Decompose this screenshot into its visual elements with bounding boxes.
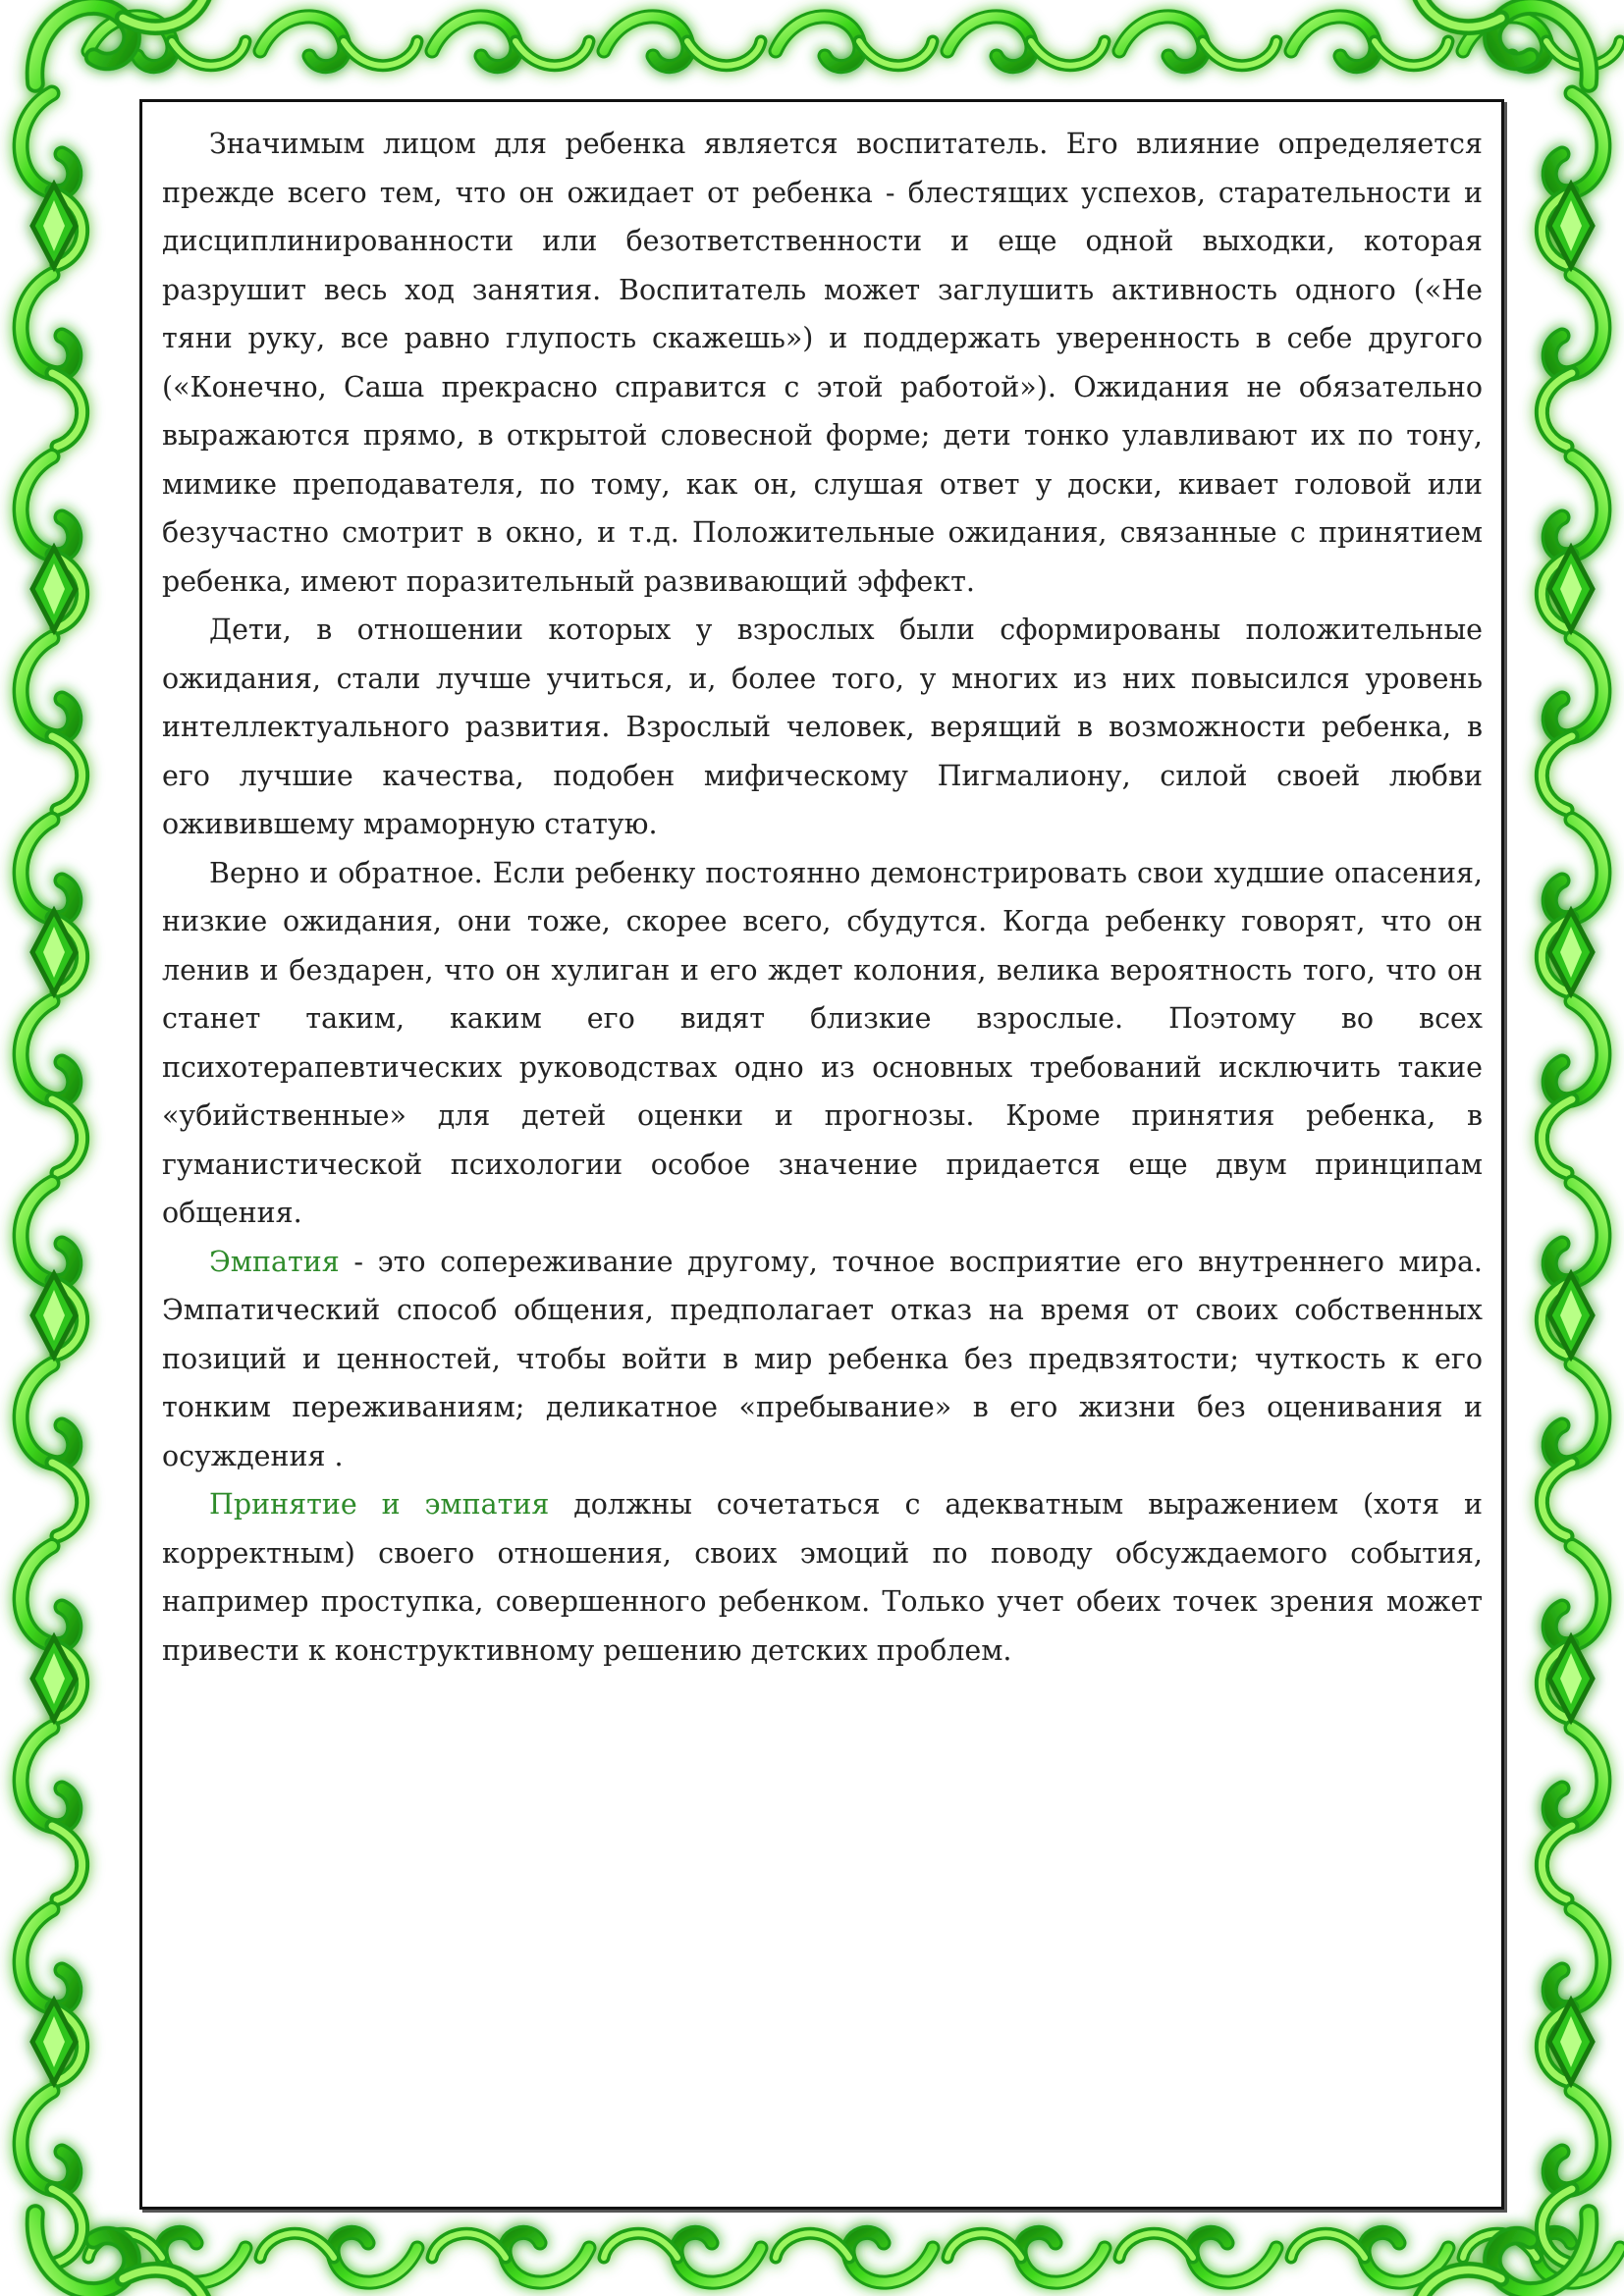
paragraph-4 xyxy=(162,1238,1483,1481)
empathy-term: Эмпатия xyxy=(209,1245,340,1278)
corner-ornament-top-right xyxy=(1402,0,1611,101)
paragraph-3 xyxy=(162,849,1483,1238)
scroll-ornament-left xyxy=(21,275,82,447)
scroll-ornament-top xyxy=(432,17,589,67)
scroll-ornament-bottom xyxy=(432,2232,589,2282)
scroll-ornament-bottom xyxy=(260,2232,417,2282)
corner-ornament-top-left xyxy=(13,0,222,101)
paragraph-3-text: Верно и обратное. Если ребенку постоянно демонстрировать свои худшие опасения, низкие ожидания, они тоже, скорее всего, сбудутся. Когда ребенку говорят, что он ленив и бездарен, что он хулиган и его ждет колония, велика вероятность того, что он станет таким, каким его видят близкие взрослые. Поэтому во всех психотерапевтических руководствах одно из основных требований исключить такие «убийственные» для детей оценки и прогнозы. Кроме принятия ребенка, в гуманистической психологии особое значение придается еще двум принципам общения. xyxy=(162,856,1483,1229)
acceptance-empathy-term: Принятие и эмпатия xyxy=(209,1488,550,1521)
scroll-ornament-bottom xyxy=(776,2232,933,2282)
scroll-ornament-bottom xyxy=(604,2232,761,2282)
scroll-ornament-bottom xyxy=(1291,2232,1448,2282)
scroll-ornament-top xyxy=(776,17,933,67)
scroll-ornament-right xyxy=(1542,638,1603,810)
paragraph-5 xyxy=(162,1480,1483,1675)
paragraph-2-text: Дети, в отношении которых у взрослых были сформированы положительные ожидания, стали лучше учиться, и, более того, у многих из них повысился уровень интеллектуального развития. Взрослый человек, верящий в возможности ребенка, в его лучшие качества, подобен мифическому Пигмалиону, силой своей любви оживившему мраморную статую. xyxy=(162,614,1483,840)
paragraph-4-text: - это сопереживание другому, точное восприятие его внутреннего мира. Эмпатический способ общения, предполагает отказ на время от своих собственных позиций и ценностей, чтобы войти в мир ребенка без предвзятости; чуткость к его тонким переживаниям; деликатное «пребывание» в его жизни без оценивания и осуждения . xyxy=(162,1245,1483,1472)
scroll-ornament-left xyxy=(21,638,82,810)
scroll-ornament-left xyxy=(21,1001,82,1173)
scroll-ornament-top xyxy=(1119,17,1276,67)
scroll-ornament-bottom xyxy=(1119,2232,1276,2282)
scroll-ornament-right xyxy=(1542,1001,1603,1173)
scroll-ornament-left xyxy=(21,1364,82,1536)
paragraph-5-text: должны сочетаться с адекватным выражением (хотя и корректным) своего отношения, своих эмоций по поводу обсуждаемого события, например проступка, совершенного ребенком. Только учет обеих точек зрения может привести к конструктивному решению детских проблем. xyxy=(162,1488,1483,1667)
scroll-ornament-top xyxy=(1291,17,1448,67)
body-text xyxy=(162,120,1483,1675)
scroll-ornament-left xyxy=(21,1728,82,1899)
paragraph-2 xyxy=(162,606,1483,849)
scroll-ornament-bottom xyxy=(947,2232,1105,2282)
scroll-ornament-top xyxy=(947,17,1105,67)
scroll-ornament-right xyxy=(1542,1728,1603,1899)
scroll-ornament-right xyxy=(1542,1364,1603,1536)
scroll-ornament-right xyxy=(1542,275,1603,447)
paragraph-1 xyxy=(162,120,1483,606)
paragraph-1-text: Значимым лицом для ребенка является воспитатель. Его влияние определяется прежде всего тем, что он ожидает от ребенка - блестящих успехов, старательности и дисциплинированности или безответственности и еще одной выходки, которая разрушит весь ход занятия. Воспитатель может заглушить активность одного («Не тяни руку, все равно глупость скажешь») и поддержать уверенность в себе другого («Конечно, Саша прекрасно справится с этой работой»). Ожидания не обязательно выражаются прямо, в открытой словесной форме; дети тонко улавливают их по тону, мимике преподавателя, по тому, как он, слушая ответ у доски, кивает головой или безучастно смотрит в окно, и т.д. Положительные ожидания, связанные с принятием ребенка, имеют поразительный развивающий эффект. xyxy=(162,128,1483,598)
scroll-ornament-top xyxy=(260,17,417,67)
scroll-ornament-top xyxy=(604,17,761,67)
